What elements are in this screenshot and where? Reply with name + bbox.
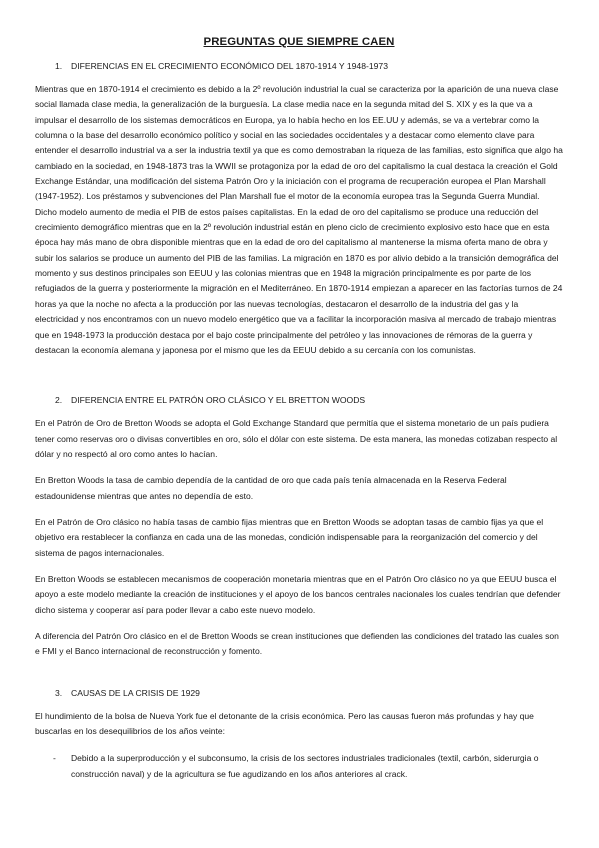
section-2-paragraph-5: A diferencia del Patrón Oro clásico en el de Bretton Woods se crean instituciones que defienden las condiciones del tratado las cuales son e FMI y el Banco internacional de reconstrucción y fomento. — [35, 630, 559, 657]
section-3-bullet-1: Debido a la superproducción y el subconsumo, la crisis de los sectores industriales tradicionales (textil, carbón, siderurgia o construcción naval) y de la agricultura se fue agudizando en los años anteriores al crack. — [71, 753, 539, 780]
list-item — [53, 750, 563, 782]
section-1-heading-text: DIFERENCIAS EN EL CRECIMIENTO ECONÓMICO DEL 1870-1914 Y 1948-1973 — [71, 61, 388, 71]
section-3-paragraph-1: El hundimiento de la bolsa de Nueva York fue el detonante de la crisis económica. Pero las causas fueron más profundas y hay que buscarlas en los desequilibrios de los años veinte: — [35, 710, 534, 736]
section-2-heading-text: DIFERENCIA ENTRE EL PATRÓN ORO CLÁSICO Y EL BRETTON WOODS — [71, 395, 366, 406]
section-3-number: 3. — [55, 687, 63, 698]
document-title: PREGUNTAS QUE SIEMPRE CAEN — [203, 36, 395, 48]
section-2-paragraph-2: En Bretton Woods la tasa de cambio dependía de la cantidad de oro que cada país tenía almacenada en la Reserva Federal estadounidense mientras que antes no dependía de esto. — [35, 475, 507, 501]
spacer — [35, 671, 563, 688]
section-2-heading — [55, 395, 563, 405]
section-2-paragraph-4: En Bretton Woods se establecen mecanismos de cooperación monetaria mientras que en el Patrón Oro clásico no ya que EEUU busca el apoyo a este modelo mediante la creación de instituciones y el apoyo de los bancos centrales nacionales los cuales tendrían que defender dicho sistema y cooperar así para poder llevar a cabo este nuevo modelo. — [35, 573, 561, 615]
section-3-heading — [55, 688, 563, 698]
section-2-number: 2. — [55, 395, 63, 406]
section-2-paragraph-1: En el Patrón de Oro de Bretton Woods se adopta el Gold Exchange Standard que permitía que el sistema monetario de un país pudiera tener como reservas oro o divisas convertibles en oro, sólo el dólar con este sistema. De esta manera, las monedas cotizaban respecto al dólar y no respectó al oro como antes lo hacían. — [35, 418, 558, 459]
dash-bullet-icon: - — [53, 753, 56, 764]
section-2-paragraph-3: En el Patrón de Oro clásico no había tasas de cambio fijas mientras que en Bretton Woods se adoptan tasas de cambio fijas ya que el objetivo era restablecer la confianza en cada una de las monedas, condición indispensable para la reorganización del comercio y del sistema de pagos internacionales. — [35, 516, 544, 558]
spacer — [35, 369, 563, 395]
section-3-bullet-list — [35, 750, 563, 782]
section-1-heading — [55, 61, 563, 71]
section-1-number: 1. — [55, 61, 63, 71]
section-3-heading-text: CAUSAS DE LA CRISIS DE 1929 — [71, 687, 200, 698]
section-1-paragraph-1: Mientras que en 1870-1914 el crecimiento es debido a la 2º revolución industrial la cual se caracteriza por la aparición de una nueva clase social llamada clase media, la generalización de la burguesía. La clase media nace en la segunda mitad del S. XIX y es la que va a impulsar el desarrollo de los sistemas democráticos en Europa, ya lo había hecho en los EE.UU y además, se va a vertebrar como la columna o la base del desarrollo económico político y social en las sociedades occidentales y a destacar como elemento clave para entender el desarrollo industrial va a ser la industria textil ya que es como demostraban la riqueza de las familias, esto significa que algo ha cambiado en la sociedad, en 1948-1873 tras la WWII se protagoniza por la edad de oro del capitalismo la cual destaca la creación el Gold Exchange Estándar, una modificación del sistema Patrón Oro y la iniciación con el programa de recuperación europea el Plan Marshall (1947-1952). Los préstamos y subvenciones del Plan Marshall fue el motor de la economía europea tras la Segunda Guerra Mundial. Dicho modelo aumento de media el PIB de estos países capitalistas. En la edad de oro del capitalismo se produce una reducción del crecimiento demográfico mientras que en la 2º revolución industrial están en pleno ciclo de crecimiento explosivo esto hace que en esta época hay más mano de obra disponible mientras que en la edad de oro del capitalismo al mantenerse la misma oferta mano de obra y subir los salarios se produce un aumento del PIB de las familias. La migración en 1870 es por alivio debido a la transición demográfica del momento y sus destinos principales son EEUU y las colonias mientras que en 1948 la migración principalmente es por parte de los refugiados de la guerra y posteriormente la migración en el Mediterráneo. En 1870-1914 empiezan a aparecer en las factorías turnos de 24 horas ya que la noche no afecta a la producción por las nuevas tecnologías, destacaron el desarrollo de la industria del gas y la electricidad y nos encontramos con un nuevo modelo energético que va a facilitar la incorporación masiva al mercado de trabajo mientras que en 1948-1973 la producción destaca por el bajo coste principalmente del petróleo y las innovaciones de rémoras de la guerra y destacan la economía alemana y japonesa por el mismo que les da EEUU debido a su cercanía con los comunistas. — [35, 84, 563, 355]
